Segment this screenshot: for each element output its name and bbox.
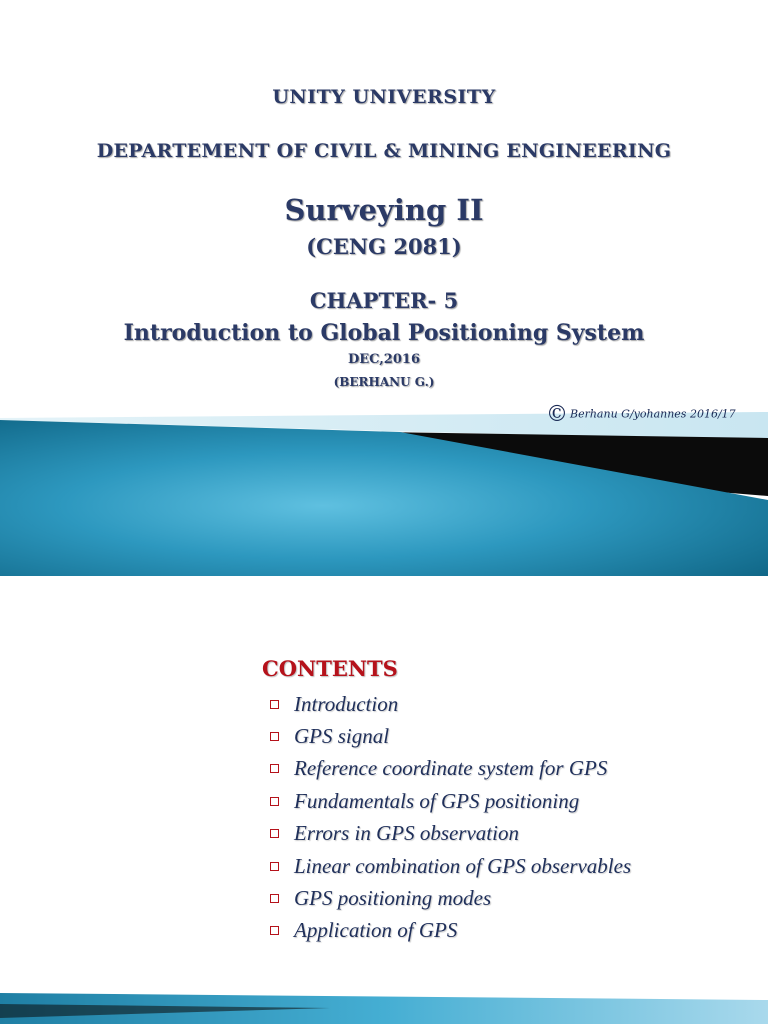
contents-heading: CONTENTS (262, 656, 398, 681)
bottom-wave-decoration (0, 588, 768, 1024)
copyright-icon: © (546, 402, 568, 427)
chapter-label: CHAPTER- 5 (309, 288, 459, 313)
list-item: Linear combination of GPS observables (270, 850, 631, 882)
list-item: Application of GPS (270, 915, 631, 947)
copyright-signature (546, 402, 736, 427)
contents-slide (0, 588, 768, 1024)
list-item: GPS positioning modes (270, 882, 631, 914)
list-item: Errors in GPS observation (270, 818, 631, 850)
slide-gap (0, 576, 768, 588)
course-title: Surveying II (284, 193, 484, 227)
university-name: UNITY UNIVERSITY (272, 86, 496, 108)
presentation-date: DEC,2016 (347, 352, 420, 367)
list-item: GPS signal (270, 720, 631, 752)
list-item: Reference coordinate system for GPS (270, 753, 631, 785)
signature-text: Berhanu G/yohannes 2016/17 (570, 407, 736, 421)
list-item: Fundamentals of GPS positioning (270, 785, 631, 817)
chapter-title: Introduction to Global Positioning System (123, 320, 645, 346)
department-name: DEPARTEMENT OF CIVIL & MINING ENGINEERING (96, 140, 672, 162)
list-item: Introduction (270, 688, 631, 720)
author-name: (BERHANU G.) (333, 375, 435, 389)
course-code: (CENG 2081) (306, 234, 462, 259)
